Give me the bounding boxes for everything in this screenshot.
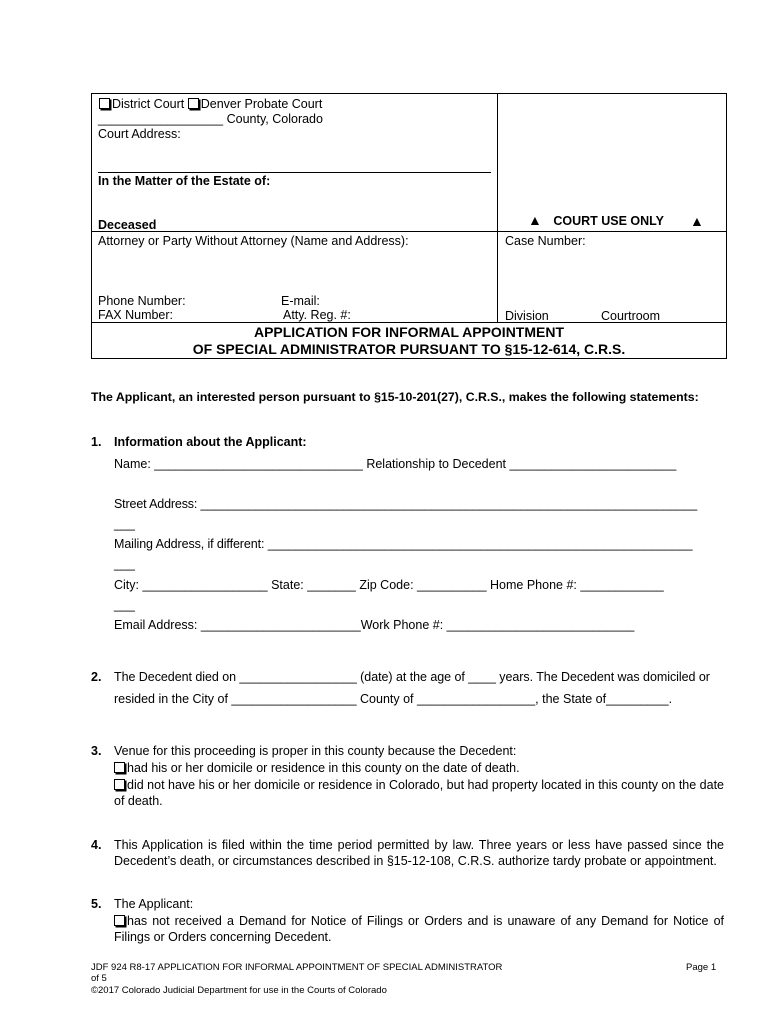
city-line-wrap: ___ <box>114 598 135 612</box>
intro-statement: The Applicant, an interested person pursuant to §15-10-201(27), C.R.S., makes the following statements: <box>91 390 699 404</box>
denver-probate-court-label: Denver Probate Court <box>200 97 323 111</box>
atty-reg-label: Atty. Reg. #: <box>283 308 351 322</box>
deceased-label: Deceased <box>98 218 157 232</box>
phone-number-label: Phone Number: <box>98 294 186 308</box>
section-5-number: 5. <box>91 897 102 911</box>
footer-copyright: ©2017 Colorado Judicial Department for use in the Courts of Colorado <box>91 985 387 996</box>
timing-statement: This Application is filed within the time period permitted by law. Three years or less have passed since the Decedent’s death, or circumstances described in §15-12-108, C.R.S. authorize tardy probate or appointment. <box>114 838 724 868</box>
form-title-line-1: APPLICATION FOR INFORMAL APPOINTMENT <box>253 324 565 340</box>
applicant-name-field[interactable]: Name: ______________________________ Relationship to Decedent ________________________ <box>114 457 677 471</box>
street-address-field[interactable]: Street Address: _________________________________________________________________________ <box>114 497 698 511</box>
domicile-line[interactable]: resided in the City of __________________ County of _________________, the State of_________. <box>114 692 673 706</box>
county-line[interactable]: __________________ County, Colorado <box>98 112 323 126</box>
triangle-up-icon: ▲ <box>690 213 704 229</box>
section-2-number: 2. <box>91 670 102 684</box>
caption-divider-vertical <box>497 93 498 322</box>
mailing-address-field[interactable]: Mailing Address, if different: ______________________________________________________________ <box>114 537 693 551</box>
venue-option-1-checkbox[interactable] <box>114 762 125 773</box>
footer-form-id: JDF 924 R8-17 APPLICATION FOR INFORMAL APPOINTMENT OF SPECIAL ADMINISTRATOR <box>91 962 503 973</box>
section-1-heading: Information about the Applicant: <box>114 435 307 449</box>
venue-statement: Venue for this proceeding is proper in this county because the Decedent: <box>114 744 517 758</box>
venue-option-2 <box>114 777 724 809</box>
venue-option-1-label: had his or her domicile or residence in this county on the date of death. <box>127 761 520 775</box>
court-use-only <box>528 213 664 228</box>
form-title-line-2: OF SPECIAL ADMINISTRATOR PURSUANT TO §15-12-614, C.R.S. <box>192 341 626 357</box>
triangle-up-icon: ▲ <box>528 212 542 228</box>
section-4-number: 4. <box>91 838 102 852</box>
estate-label: In the Matter of the Estate of: <box>98 174 271 188</box>
fax-number-label: FAX Number: <box>98 308 174 322</box>
applicant-statement: The Applicant: <box>114 897 194 911</box>
city-state-zip-phone-field[interactable]: City: __________________ State: _______ Zip Code: __________ Home Phone #: ____________ <box>114 578 664 592</box>
division-label: Division <box>505 309 549 323</box>
section-1-number: 1. <box>91 435 102 449</box>
attorney-label: Attorney or Party Without Attorney (Name and Address): <box>98 234 409 248</box>
case-number-label: Case Number: <box>505 234 586 248</box>
demand-notice-label: has not received a Demand for Notice of Filings or Orders and is unaware of any Demand for Notice of Filings or Orders concerning Decedent. <box>114 914 724 944</box>
mailing-address-wrap: ___ <box>114 557 135 571</box>
courtroom-label: Courtroom <box>601 309 661 323</box>
death-date-line[interactable]: The Decedent died on _________________ (date) at the age of ____ years. The Decedent was domiciled or <box>114 670 710 684</box>
venue-option-2-label: did not have his or her domicile or residence in Colorado, but had property located in this county on the date of death. <box>114 778 724 808</box>
email-work-phone-field[interactable]: Email Address: _______________________Work Phone #: ___________________________ <box>114 618 635 632</box>
district-court-label: District Court <box>112 97 185 111</box>
estate-name-line <box>98 172 491 173</box>
court-selection <box>99 97 322 111</box>
street-address-wrap: ___ <box>114 517 135 531</box>
email-label: E-mail: <box>281 294 320 308</box>
venue-option-2-checkbox[interactable] <box>114 779 125 790</box>
court-use-only-label: COURT USE ONLY <box>553 214 665 228</box>
demand-notice-checkbox[interactable] <box>114 915 125 926</box>
section-3-number: 3. <box>91 744 102 758</box>
venue-option-1 <box>114 760 520 776</box>
district-court-checkbox[interactable] <box>99 98 110 109</box>
denver-probate-court-checkbox[interactable] <box>188 98 199 109</box>
footer-page-number: Page 1 <box>686 962 717 973</box>
footer-of-pages: of 5 <box>91 973 107 984</box>
court-address-label: Court Address: <box>98 127 181 141</box>
demand-notice-option <box>114 913 724 945</box>
caption-divider-row1 <box>91 231 727 232</box>
